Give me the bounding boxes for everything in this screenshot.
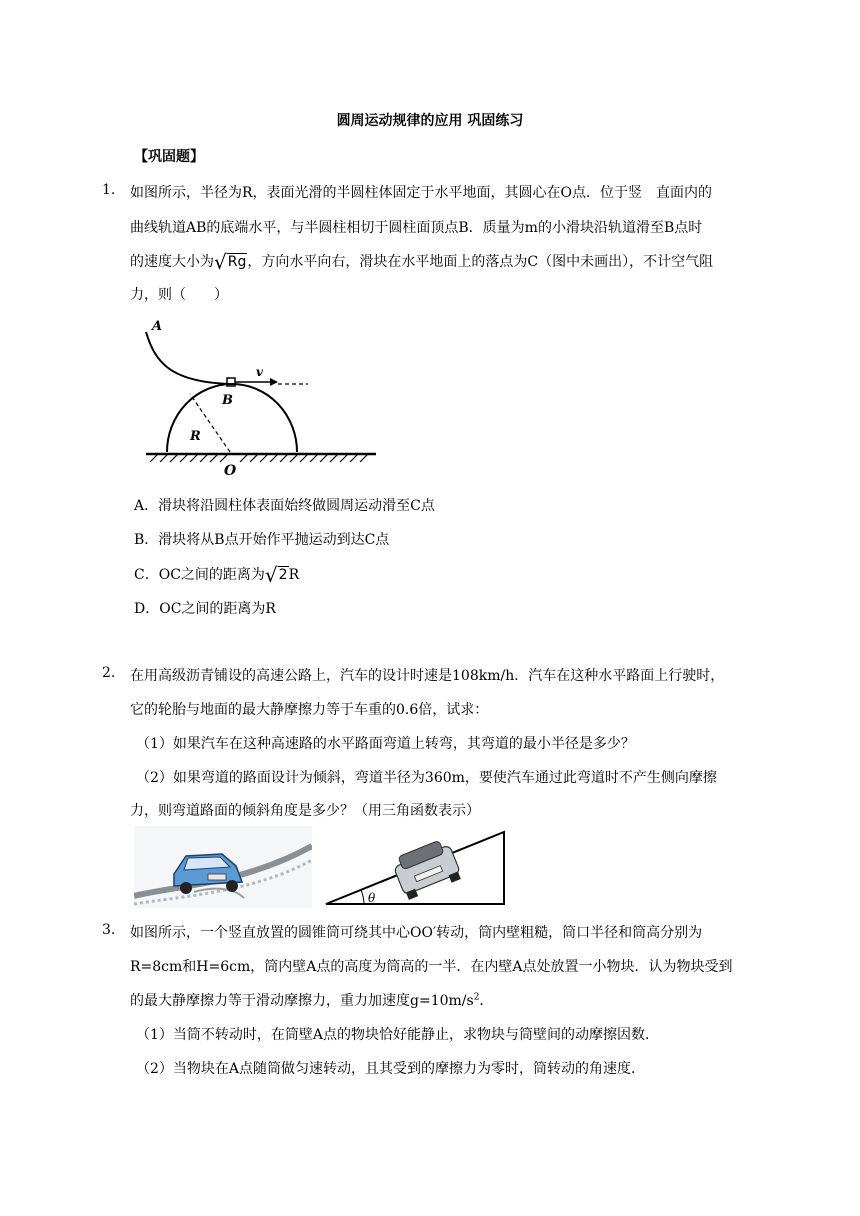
q1-option-a: A．滑块将沿圆柱体表面始终做圆周运动滑至C点 bbox=[134, 498, 435, 514]
q2-sub-2a: （2）如果弯道的路面设计为倾斜，弯道半径为360m，要使汽车通过此弯道时不产生侧向摩擦 bbox=[136, 770, 717, 786]
q2-car-curve-illustration bbox=[134, 826, 312, 908]
q1-line-4: 力，则（ ） bbox=[130, 287, 228, 303]
sqrt-rg-formula: √Rg bbox=[214, 250, 247, 274]
curved-track-ab bbox=[146, 332, 230, 384]
label-a: A bbox=[152, 319, 163, 334]
label-b: B bbox=[222, 393, 233, 408]
sqrt-2-radicand: 2 bbox=[278, 567, 288, 583]
q3-sub-1: （1）当筒不转动时，在筒壁A点的物块恰好能静止，求物块与筒壁间的动摩擦因数． bbox=[136, 1027, 660, 1043]
q1-option-b: B．滑块将从B点开始作平抛运动到达C点 bbox=[134, 532, 390, 548]
q3-line-1: 如图所示，一个竖直放置的圆锥筒可绕其中心OO′转动，筒内壁粗糙，筒口半径和筒高分别为 bbox=[130, 925, 703, 941]
q2-sub-2b: 力，则弯道路面的倾斜角度是多少？（用三角函数表示） bbox=[130, 803, 480, 819]
q3-number: 3. bbox=[102, 922, 116, 938]
q3-sub-2: （2）当物块在A点随筒做匀速转动，且其受到的摩擦力为零时，筒转动的角速度． bbox=[136, 1061, 646, 1077]
q2-line-2: 它的轮胎与地面的最大静摩擦力等于车重的0.6倍，试求： bbox=[130, 702, 489, 718]
sqrt-rg-radicand: Rg bbox=[227, 254, 247, 270]
gray-car bbox=[391, 837, 463, 900]
q1-line-3 bbox=[130, 250, 713, 274]
velocity-arrowhead bbox=[270, 378, 278, 386]
q1-line-2: 曲线轨道AB的底端水平，与半圆柱相切于圆柱面顶点B．质量为m的小滑块沿轨道滑至B点时 bbox=[130, 220, 703, 236]
q2-sub-1: （1）如果汽车在这种高速路的水平路面弯道上转弯，其弯道的最小半径是多少？ bbox=[136, 736, 635, 752]
sqrt-2-formula: √2 bbox=[264, 563, 288, 587]
q1-line-1: 如图所示，半径为R，表面光滑的半圆柱体固定于水平地面，其圆心在O点．位于竖 直面内的 bbox=[130, 185, 713, 201]
q3-line-3 bbox=[130, 990, 493, 1010]
theta-label: θ bbox=[368, 891, 376, 905]
q1-line-3-start: 的速度大小为 bbox=[130, 254, 214, 270]
page-title: 圆周运动规律的应用 巩固练习 bbox=[336, 113, 524, 129]
q1-number: 1. bbox=[102, 182, 116, 198]
label-v: v bbox=[256, 365, 263, 379]
q2-number: 2. bbox=[102, 665, 116, 681]
q3-line-3-start: 的最大静摩擦力等于滑动摩擦力，重力加速度g=10m/s bbox=[130, 993, 474, 1009]
q1-option-c-end: R bbox=[288, 567, 300, 583]
q2-line-1: 在用高级沥青铺设的高速公路上，汽车的设计时速是108km/h．汽车在这种水平路面上行驶时， bbox=[130, 668, 725, 684]
q3-line-2: R=8cm和H=6cm，筒内壁A点的高度为筒高的一半．在内壁A点处放置一小物块．认为物块受到 bbox=[130, 959, 733, 975]
angle-arc bbox=[361, 890, 364, 904]
q3-line-3-end: ． bbox=[479, 993, 494, 1009]
q1-figure-semicylinder bbox=[130, 312, 390, 478]
label-o: O bbox=[224, 463, 237, 478]
label-r: R bbox=[190, 429, 201, 444]
q3-superscript: 2 bbox=[473, 992, 480, 1003]
q1-option-c-start: C．OC之间的距离为 bbox=[134, 567, 265, 583]
q1-line-3-end: ，方向水平向右，滑块在水平地面上的落点为C（图中未画出），不计空气阻 bbox=[247, 254, 714, 270]
q1-option-c bbox=[134, 563, 299, 587]
q2-incline-illustration bbox=[318, 826, 514, 908]
section-heading: 【巩固题】 bbox=[134, 149, 204, 165]
q1-option-d: D．OC之间的距离为R bbox=[134, 601, 276, 617]
